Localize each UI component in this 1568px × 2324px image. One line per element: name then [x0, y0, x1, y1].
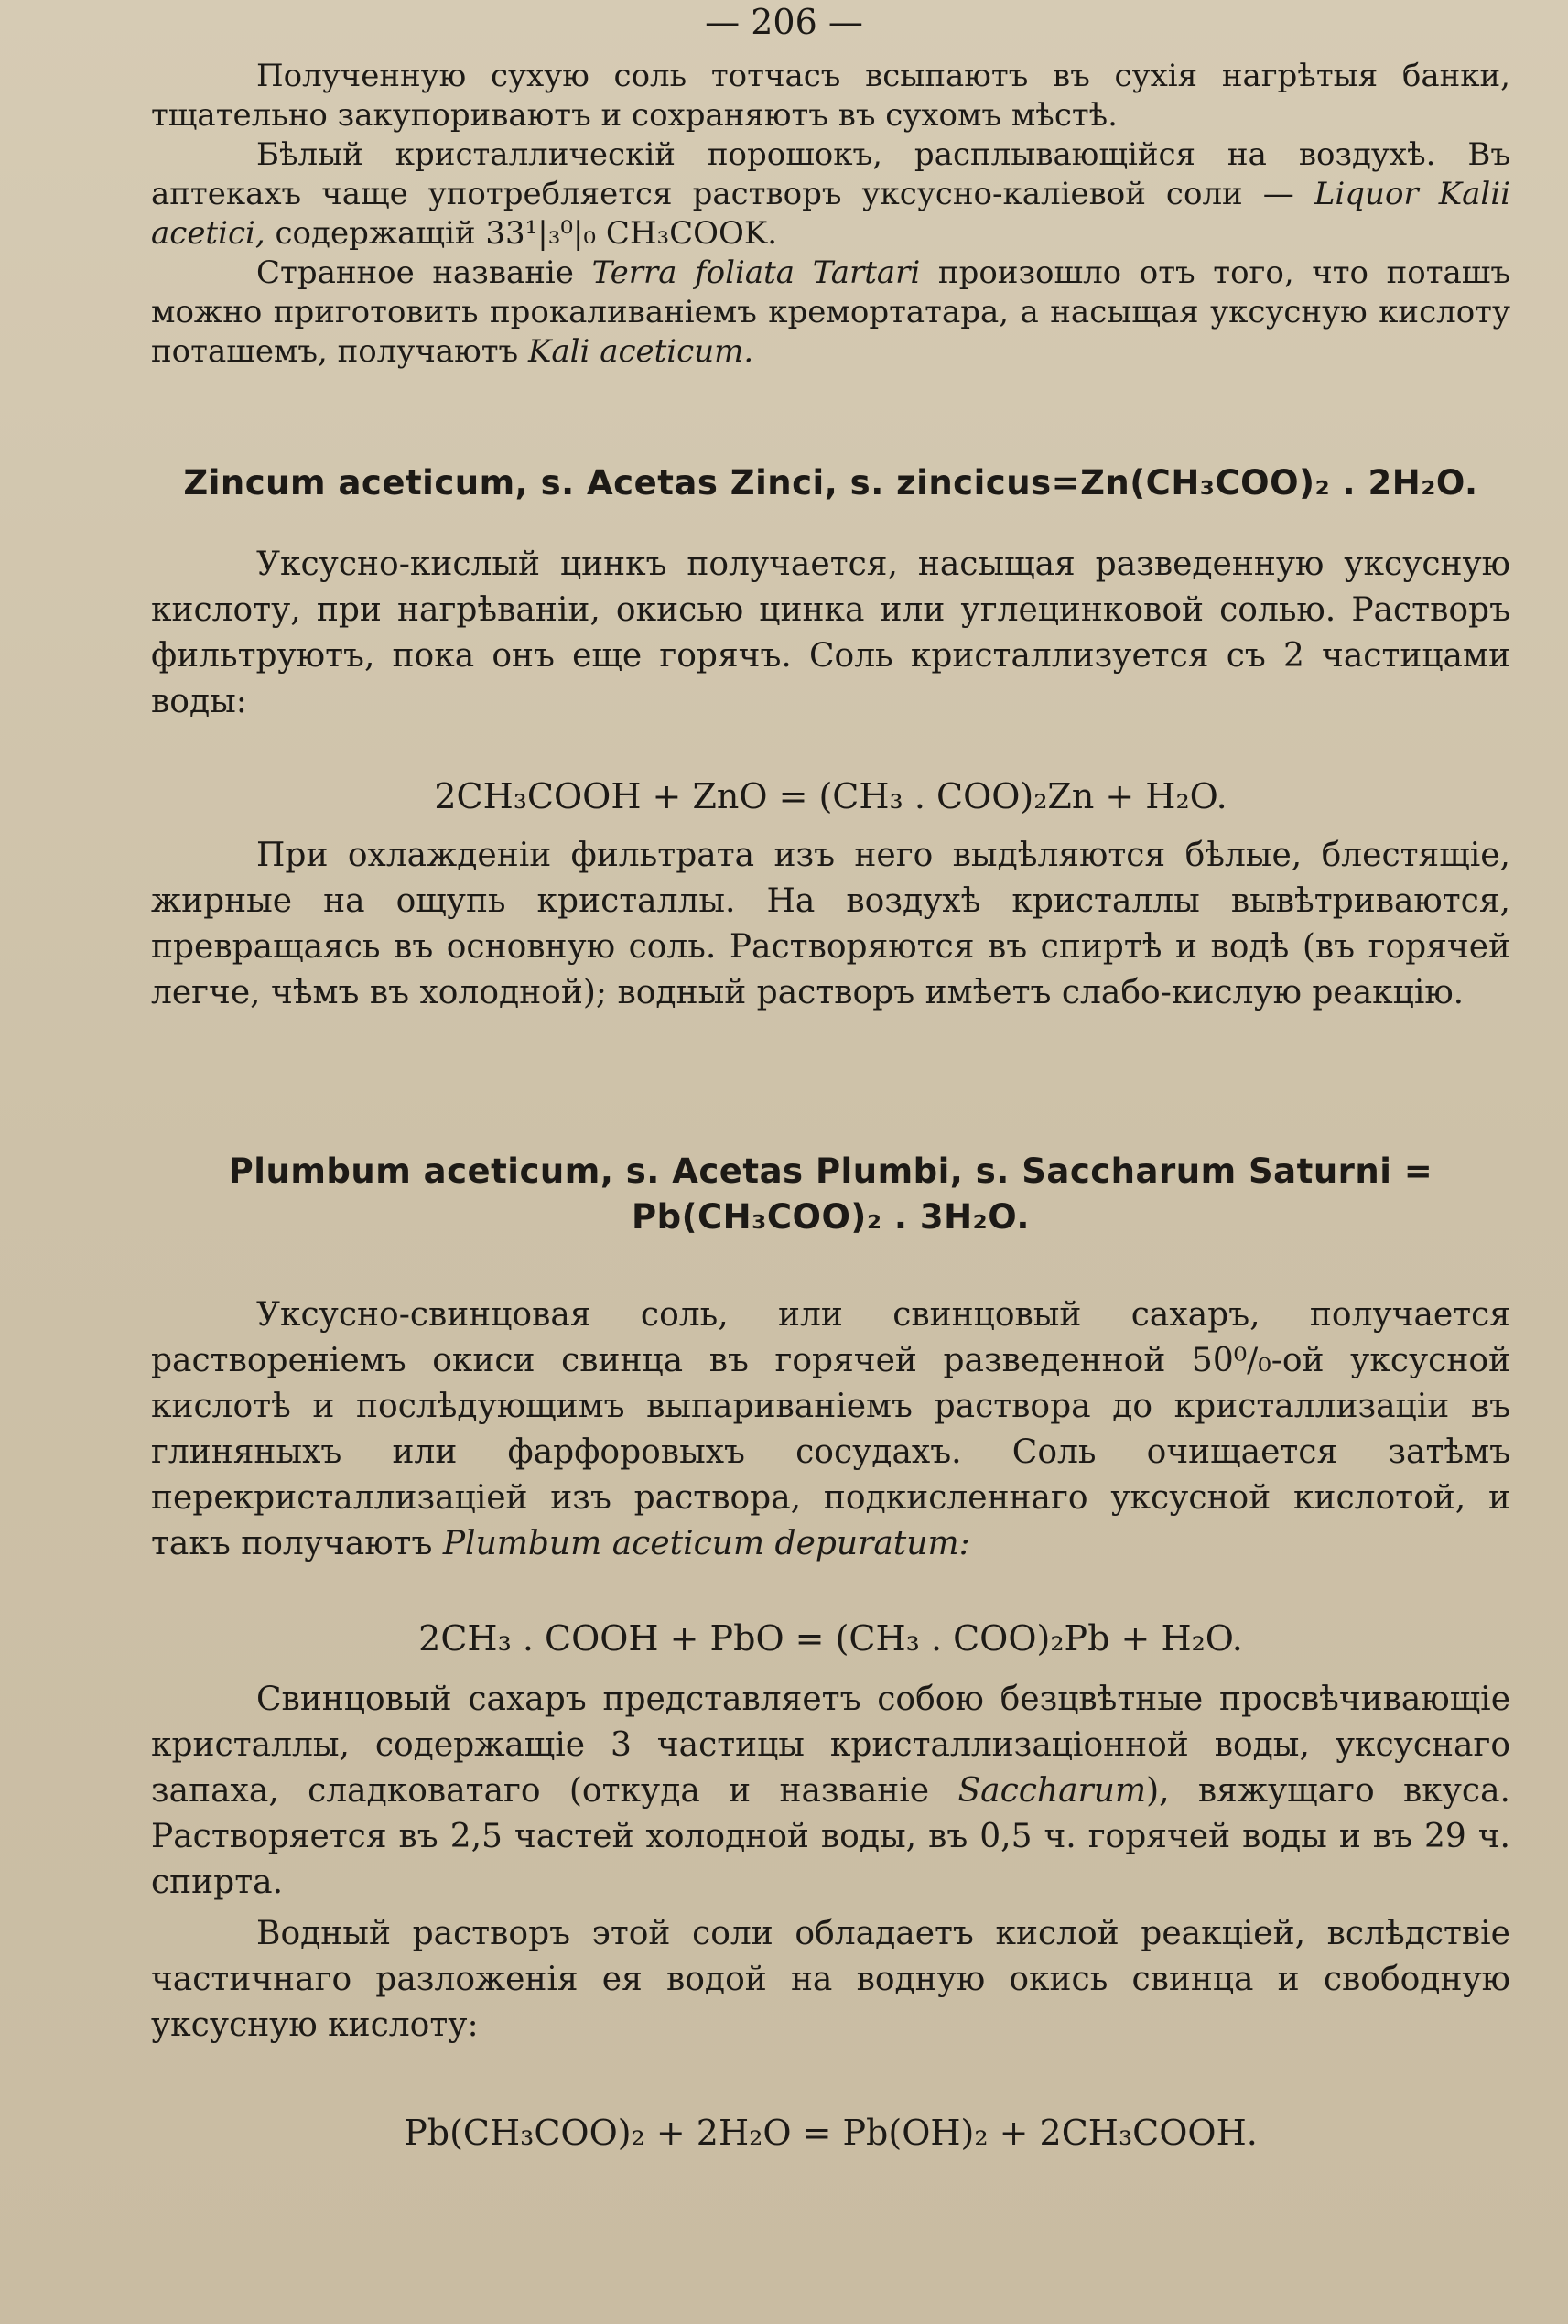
paragraph: Водный растворъ этой соли обладаетъ кислой реакціей, вслѣдствіе частичнаго разложенія ея водой на водную окись свинца и свободную уксусную кислоту:	[151, 1915, 1510, 2044]
zinc-body-2	[151, 833, 1510, 1016]
chemical-equation: 2CH₃ . COOH + PbO = (CH₃ . COO)₂Pb + H₂O.	[418, 1618, 1243, 1659]
latin-term: Plumbum aceticum depuratum:	[442, 1525, 970, 1562]
lead-body	[151, 1292, 1510, 1567]
latin-term: Terra foliata Tartari	[591, 254, 921, 291]
latin-term: Kali aceticum.	[527, 333, 754, 370]
lead-section	[151, 1149, 1510, 1240]
lead-body-2	[151, 1677, 1510, 2048]
zinc-equation-wrap	[151, 769, 1510, 824]
latin-term: Liquor Kalii acetici,	[151, 176, 1511, 252]
chemical-equation: 2CH₃COOH + ZnO = (CH₃ . COO)₂Zn + H₂O.	[434, 776, 1227, 816]
lead-equation-wrap-1	[151, 1611, 1510, 1666]
paragraph: Уксусно-свинцовая соль, или свинцовый сахаръ, получается растворенiемъ окиси свинца въ горячей разведенной 50⁰/₀-ой уксусной кислотѣ и послѣдующимъ выпариваніемъ раствора до кристаллизаціи въ глиняныхъ или фарфоровыхъ сосудахъ. Соль очищается затѣмъ перекристаллизаціей изъ раствора, подкисленнаго уксусной кислотой, и такъ получаютъ Plumbum aceticum depuratum:	[151, 1296, 1510, 1562]
section-heading: Plumbum aceticum, s. Acetas Plumbi, s. Saccharum Saturni =	[228, 1151, 1433, 1191]
zinc-body	[151, 542, 1510, 725]
latin-term: Saccharum	[957, 1772, 1147, 1810]
paragraph: Уксусно-кислый цинкъ получается, насыщая разведенную уксусную кислоту, при нагрѣваніи, окисью цинка или углецинковой солью. Растворъ фильтруютъ, пока онъ еще горячъ. Соль кристаллизуется съ 2 частицами воды:	[151, 546, 1510, 720]
page-number: — 206 —	[705, 2, 863, 42]
paragraph: Свинцовый сахаръ представляетъ собою безцвѣтные просвѣчивающіе кристаллы, содержащіе 3 частицы кристаллизаціонной воды, уксуснаго запаха, сладковатаго (откуда и названіе Saccharum), вяжущаго вкуса. Растворяется въ 2,5 частей холодной воды, въ 0,5 ч. горячей воды и въ 29 ч. спирта.	[151, 1681, 1510, 1901]
paragraph: Полученную сухую соль тотчасъ всыпаютъ въ сухія нагрѣтыя банки, тщательно закупориваютъ и сохраняютъ въ сухомъ мѣстѣ.	[151, 58, 1510, 134]
chemical-equation: Pb(CH₃COO)₂ + 2H₂O = Pb(OH)₂ + 2CH₃COOH.	[404, 2113, 1258, 2153]
paragraph: При охлажденіи фильтрата изъ него выдѣляются бѣлые, блестящіе, жирные на ощупь кристаллы. На воздухѣ кристаллы вывѣтриваются, превращаясь въ основную соль. Растворяются въ спиртѣ и водѣ (въ горячей легче, чѣмъ въ холодной); водный растворъ имѣетъ слабо-кислую реакцію.	[151, 837, 1510, 1011]
paragraph: Странное названіе Terra foliata Tartari произошло отъ того, что поташъ можно приготовить прокаливаніемъ кремортатара, а насыщая уксусную кислоту поташемъ, получаютъ Kali aceticum.	[151, 254, 1511, 370]
paragraph: Бѣлый кристаллическій порошокъ, расплывающійся на воздухѣ. Въ аптекахъ чаще употребляется растворъ уксусно-каліевой соли — Liquor Kalii acetici, содержащій 33¹|₃⁰|₀ CH₃COOK.	[151, 136, 1511, 252]
section-heading: Zincum aceticum, s. Acetas Zinci, s. zincicus=Zn(CH₃COO)₂ . 2H₂O.	[183, 463, 1478, 503]
lead-equation-wrap-2	[151, 2105, 1510, 2160]
zinc-section	[151, 460, 1510, 506]
top-block	[151, 57, 1510, 372]
section-heading: Pb(CH₃COO)₂ . 3H₂O.	[632, 1197, 1030, 1237]
